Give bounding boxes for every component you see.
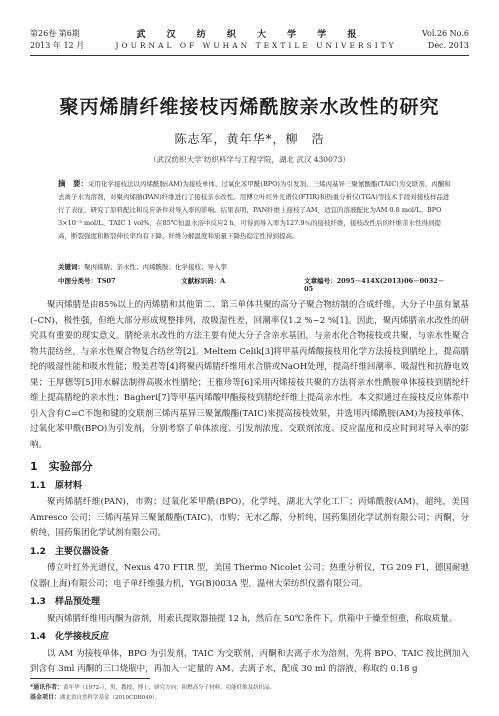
abstract <box>58 177 451 243</box>
author-footnote-label: *通讯作者： <box>30 684 64 691</box>
paragraph: 聚丙烯腈纤维(PAN)，市购；过氧化苯甲酰(BPO)，化学纯，湖北大学化工厂；丙烯酰胺(AM)，超纯，美国 Amresco 公司；三烯丙基异三聚氰酸酯(TAIC)，市购；无水乙醇，分析纯，国药集团化学试剂有限公司；丙酮，分析纯，国药集团化学试剂有限公司。 <box>30 497 469 538</box>
abstract-text: 采用化学接枝法以丙烯酰胺(AM)为接枝单体、过氧化苯甲酰(BPO)为引发剂、三烯丙基异三聚氰酸酯(TAIC)为交联剂、丙酮和去离子水为溶剂，对聚丙烯腈(PAN)纤维进行了接枝亲水改性。用傅立叶红外光谱仪(FTIR)和热重分析仪(TGA)等技术手段对接枝样品进行了表征，研究了原料配比和反应条件对导入率的影响。结果表明，PAN纤维上接枝了AM，适宜的溶液配比为AM 0.8 mol/L、BPO 3×10⁻³ mol/L、TAIC 1 vol%，在85℃恒温水浴中反应2 h，可得到导入率为127.9％的接枝纤维，接枝改性后的纤维亲水性得到提高，断裂强度和断裂伸长率均有下降，纤维分解温度和质量下降热稳定性得到提高。 <box>58 180 451 240</box>
paper-title: 聚丙烯腈纤维接枝丙烯酰胺亲水改性的研究 <box>59 96 440 118</box>
paragraph: 聚丙烯腈纤维用丙酮为溶剂，用索氏提取器抽提 12 h，然后在 50℃条件下，烘箱中干燥至恒重，称取质量。 <box>47 613 458 624</box>
subsection-heading: 1.1 原材料 <box>30 480 82 491</box>
paragraph: 傅立叶红外光谱仪，Nexus 470 FTIR 型，美国 Thermo Nicolet 公司；热重分析仪，TG 209 F1，德国耐驰仪器(上海)有限公司；电子单纤维强力机，YG(B)003A 型，温州大荣纺织仪器有限公司。 <box>30 563 469 589</box>
section-heading: 1 实验部分 <box>30 460 93 473</box>
footnotes <box>30 683 469 703</box>
authors: 陈志军，黄年华*，柳 浩 <box>174 132 325 146</box>
subsection-heading: 1.2 主要仪器设备 <box>30 546 109 557</box>
keywords-label: 关键词： <box>58 263 84 271</box>
keywords <box>58 262 451 271</box>
author-footnote-text: 黄年华（1972–），男，教授，博士，研究方向：阻燃高分子材料、功能纤维及纺织品。 <box>63 685 276 691</box>
clc-number: 中图分类号：TS07 <box>58 277 116 285</box>
document-code: 文献标识码：A <box>181 277 226 285</box>
subsection-heading: 1.4 化学接枝反应 <box>30 632 109 642</box>
affiliation: （武汉纺织大学 纺织科学与工程学院，湖北 武汉 430073） <box>149 155 350 164</box>
date-cn: 2013 年 12 月 <box>30 40 85 50</box>
volume-issue-en: Vol.26 No.6 <box>422 28 469 38</box>
author-footnote <box>30 683 469 693</box>
fund-footnote <box>30 693 469 703</box>
fund-footnote-text: 湖北省自然科学基金（2010CDB049）。 <box>60 695 161 701</box>
journal-name-en: JOURNAL OF WUHAN TEXTILE UNIVERSITY <box>115 40 397 50</box>
date-en: Dec. 2013 <box>427 40 469 50</box>
footnote-rule <box>30 678 150 679</box>
paragraph: 以 AM 为接枝单体，BPO 为引发剂，TAIC 为交联剂，丙酮和去离子水为溶剂，先将 BPO、TAIC 按比例加入到含有 3ml 丙酮的三口烧瓶中，再加入一定量的 AM、去离子水，配成 30 ml 的溶液，称取约 0.18 g <box>30 648 469 674</box>
intro-paragraph: 聚丙烯腈是由85%以上的丙烯腈和其他第二、第三单体共聚的高分子聚合物纺制的合成纤维，大分子中虽有氰基(–CN)，极性强，但绝大部分形成规整排列，故吸湿性差，回潮率仅1.2 %~2 %[1]。因此，聚丙烯腈亲水改性的研究具有重要的现实意义。腈纶亲水改性的方法主要有使大分子含亲水基团，与亲水化合物接枝或共聚，与亲水性聚合物共混纺丝，与亲水性聚合物复合纺丝等[2]。Meltem Celik[3]将甲基丙烯酸接枝用化学方法接枝到腈纶上，提高腈纶的吸湿性能和吸水性能；殷美君等[4]将聚丙烯腈纤维用水合肼或NaOH处理，提高纤维回潮率、吸湿性和抗静电效果；王厚德等[5]用水解法制得高吸水性腈纶；王雅珍等[6]采用丙烯接枝共聚的方法将亲水性酰胺单体接枝到腈纶纤维上提高腈纶的亲水性；Bagheri[7]等甲基丙烯酸甲酯接枝到腈纶纤维上提高亲水性。本文拟通过在接枝反应体系中引入含有C=C不饱和键的交联剂三烯丙基异三聚氰酸酯(TAIC)来提高接枝效果，并选用丙烯酰胺(AM)为接枝单体、过氧化苯甲酰(BPO)为引发剂，分别考察了单体浓度、引发剂浓度、交联剂浓度、反应温度和反应时间对导入率的影响。 <box>30 300 469 450</box>
article-number: 文章编号：2095－414X(2013)06－0032－05 <box>304 277 445 293</box>
volume-issue-cn: 第26卷 第6期 <box>30 28 80 38</box>
subsection-heading: 1.3 样品预处理 <box>30 597 100 607</box>
fund-footnote-label: 基金项目： <box>30 694 61 701</box>
body-text <box>30 298 469 678</box>
journal-header <box>30 27 469 51</box>
article-meta <box>58 276 451 293</box>
header-rule <box>30 55 469 56</box>
keywords-text: 聚丙烯腈；亲水性；丙烯酰胺；化学接枝；导入率 <box>84 263 227 271</box>
abstract-label: 摘 要： <box>58 179 88 188</box>
journal-name-cn: 武 汉 纺 织 大 学 学 报 <box>136 29 366 40</box>
